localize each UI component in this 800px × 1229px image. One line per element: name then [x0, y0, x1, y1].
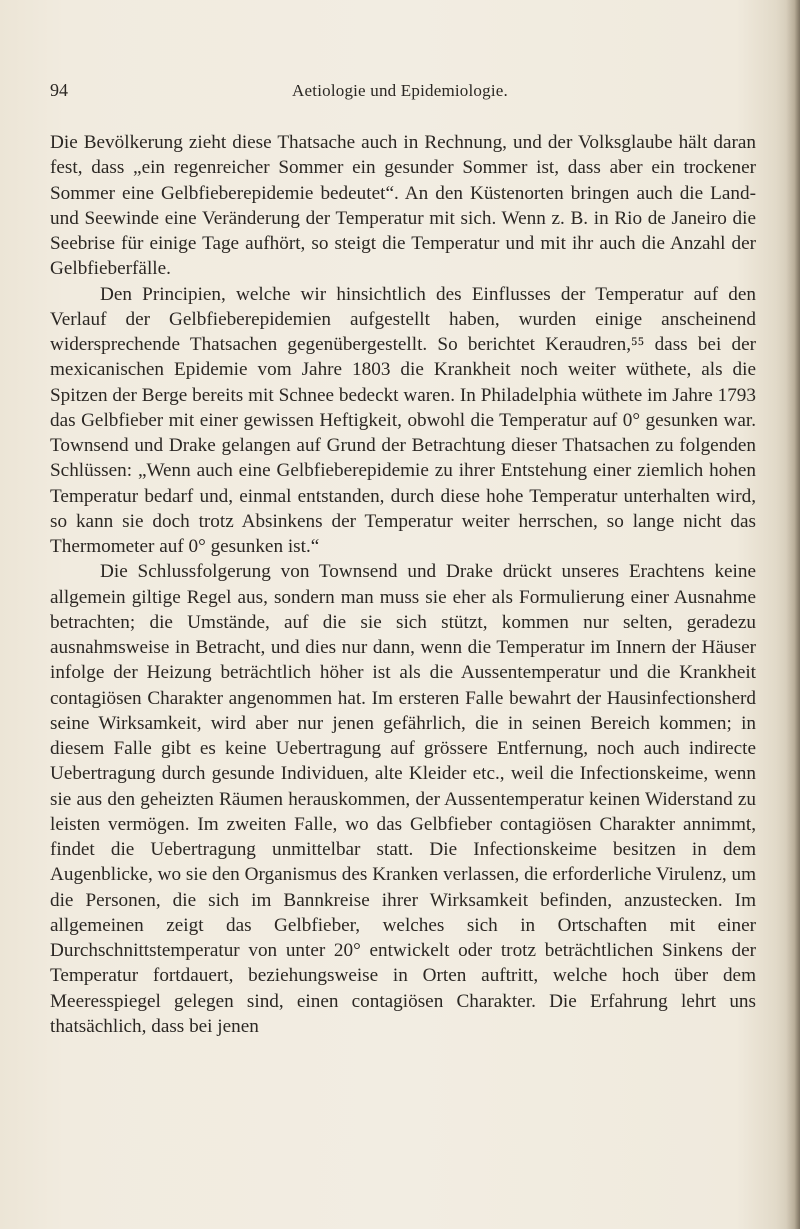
- page-edge-shadow: [786, 0, 800, 1229]
- body-text: [50, 130, 756, 1039]
- running-title: Aetiologie und Epidemiologie.: [292, 81, 508, 100]
- paragraph-2: Den Principien, welche wir hinsichtlich des Einflusses der Temperatur auf den Verlauf der Gelbfieberepidemien aufgestellt haben, wurden einige anscheinend widersprechende Thatsachen gegenübergestellt. So berichtet Keraudren,⁵⁵ dass bei der mexicanischen Epidemie vom Jahre 1803 die Krankheit noch weiter wüthete, als die Spitzen der Berge bereits mit Schnee bedeckt waren. In Philadelphia wüthete im Jahre 1793 das Gelbfieber mit einer gewissen Heftigkeit, obwohl die Temperatur auf 0° gesunken war. Townsend und Drake gelangen auf Grund der Betrachtung dieser Thatsachen zu folgenden Schlüssen: „Wenn auch eine Gelbfieberepidemie zu ihrer Entstehung einer ziemlich hohen Temperatur bedarf und, einmal entstanden, durch diese hohe Temperatur unterhalten wird, so kann sie doch trotz Absinkens der Temperatur weiter herrschen, so lange nicht das Thermometer auf 0° gesunken ist.“: [50, 283, 756, 557]
- paragraph-3: Die Schlussfolgerung von Townsend und Drake drückt unseres Erachtens keine allgemein giltige Regel aus, sondern man muss sie eher als Formulierung einer Ausnahme betrachten; die Umstände, auf die sie sich stützt, kommen nur selten, geradezu ausnahmsweise in Betracht, und dies nur dann, wenn die Temperatur im Innern der Häuser infolge der Heizung beträchtlich höher ist als die Aussentemperatur und die Krankheit contagiösen Charakter angenommen hat. Im ersteren Falle bewahrt der Hausinfectionsherd seine Wirksamkeit, wird aber nur jenen gefährlich, die in seinen Bereich kommen; in diesem Falle gibt es keine Uebertragung auf grössere Entfernung, noch auch indirecte Uebertragung durch gesunde Individuen, alte Kleider etc., weil die Infectionskeime, wenn sie aus den geheizten Räumen herauskommen, der Aussentemperatur keinen Widerstand zu leisten vermögen. Im zweiten Falle, wo das Gelbfieber contagiösen Charakter annimmt, findet die Uebertragung unmittelbar statt. Die Infectionskeime besitzen in dem Augenblicke, wo sie den Organismus des Kranken verlassen, die erforderliche Virulenz, um die Personen, die sich im Bannkreise ihrer Wirksamkeit befinden, anzustecken. Im allgemeinen zeigt das Gelbfieber, welches sich in Ortschaften mit einer Durchschnittstemperatur von unter 20° entwickelt oder trotz beträchtlichen Sinkens der Temperatur fortdauert, beziehungsweise in Orten auftritt, welche hoch über dem Meeresspiegel gelegen sind, einen contagiösen Charakter. Die Erfahrung lehrt uns thatsächlich, dass bei jenen: [50, 561, 756, 1037]
- page-number: 94: [50, 80, 68, 100]
- paragraph-1: Die Bevölkerung zieht diese Thatsache auch in Rechnung, und der Volksglaube hält daran fest, dass „ein regenreicher Sommer ein gesunder Sommer ist, dass aber ein trockener Sommer eine Gelbfieberepidemie bedeutet“. An den Küstenorten bringen auch die Land- und Seewinde eine Veränderung der Temperatur mit sich. Wenn z. B. in Rio de Janeiro die Seebrise für einige Tage aufhört, so steigt die Temperatur und mit ihr auch die Anzahl der Gelbfieberfälle.: [50, 132, 756, 280]
- page-header: [50, 80, 750, 110]
